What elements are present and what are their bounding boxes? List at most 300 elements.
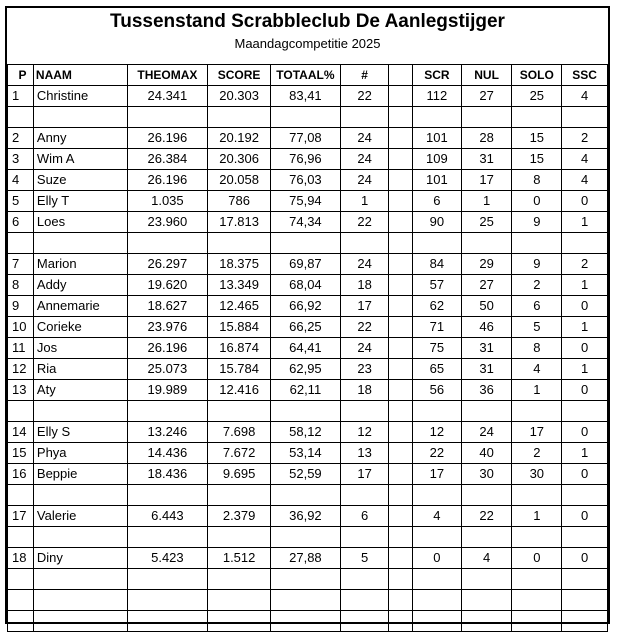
cell-ssc	[562, 611, 608, 632]
cell-name: Wim A	[33, 149, 127, 170]
cell-theomax	[127, 107, 208, 128]
cell-theomax	[127, 233, 208, 254]
cell-theomax: 18.627	[127, 296, 208, 317]
cell-nul: 17	[461, 170, 512, 191]
header-totaal-pct: TOTAAL%	[270, 65, 340, 86]
cell-ssc	[562, 527, 608, 548]
cell-spacer	[389, 506, 413, 527]
cell-theomax	[127, 485, 208, 506]
cell-nul: 29	[461, 254, 512, 275]
cell-ssc: 4	[562, 86, 608, 107]
cell-rank	[8, 527, 34, 548]
cell-ssc	[562, 569, 608, 590]
table-row	[8, 317, 608, 338]
cell-ssc: 4	[562, 149, 608, 170]
cell-games	[340, 527, 389, 548]
cell-score: 20.306	[208, 149, 271, 170]
cell-rank: 11	[8, 338, 34, 359]
cell-scr: 6	[413, 191, 462, 212]
cell-scr: 71	[413, 317, 462, 338]
cell-spacer	[389, 548, 413, 569]
cell-games: 24	[340, 149, 389, 170]
standings-sheet	[5, 6, 610, 624]
cell-nul: 25	[461, 212, 512, 233]
cell-solo: 25	[512, 86, 562, 107]
cell-solo	[512, 527, 562, 548]
table-header-row	[8, 65, 608, 86]
cell-scr	[413, 107, 462, 128]
cell-totaal-pct: 69,87	[270, 254, 340, 275]
cell-scr: 101	[413, 128, 462, 149]
cell-solo: 1	[512, 506, 562, 527]
cell-score: 20.303	[208, 86, 271, 107]
cell-theomax: 18.436	[127, 464, 208, 485]
cell-theomax	[127, 401, 208, 422]
cell-solo: 0	[512, 548, 562, 569]
header-spacer	[389, 65, 413, 86]
table-row	[8, 569, 608, 590]
cell-games	[340, 107, 389, 128]
table-row	[8, 359, 608, 380]
table-row	[8, 128, 608, 149]
cell-rank: 5	[8, 191, 34, 212]
cell-name: Jos	[33, 338, 127, 359]
cell-nul	[461, 611, 512, 632]
cell-ssc: 0	[562, 191, 608, 212]
cell-games: 24	[340, 170, 389, 191]
cell-nul: 24	[461, 422, 512, 443]
cell-score	[208, 485, 271, 506]
cell-rank: 18	[8, 548, 34, 569]
cell-theomax: 19.989	[127, 380, 208, 401]
cell-spacer	[389, 611, 413, 632]
cell-ssc	[562, 233, 608, 254]
cell-rank	[8, 590, 34, 611]
cell-score: 7.698	[208, 422, 271, 443]
cell-spacer	[389, 86, 413, 107]
cell-nul: 1	[461, 191, 512, 212]
table-row	[8, 149, 608, 170]
cell-totaal-pct	[270, 611, 340, 632]
cell-theomax	[127, 527, 208, 548]
cell-theomax: 14.436	[127, 443, 208, 464]
cell-totaal-pct	[270, 401, 340, 422]
cell-theomax: 24.341	[127, 86, 208, 107]
cell-spacer	[389, 527, 413, 548]
cell-rank	[8, 611, 34, 632]
cell-rank: 4	[8, 170, 34, 191]
cell-name: Loes	[33, 212, 127, 233]
cell-rank: 12	[8, 359, 34, 380]
header-rank: P	[8, 65, 34, 86]
cell-ssc: 0	[562, 548, 608, 569]
cell-totaal-pct: 68,04	[270, 275, 340, 296]
cell-totaal-pct: 27,88	[270, 548, 340, 569]
cell-theomax	[127, 611, 208, 632]
cell-totaal-pct: 83,41	[270, 86, 340, 107]
cell-theomax: 25.073	[127, 359, 208, 380]
cell-score: 786	[208, 191, 271, 212]
cell-spacer	[389, 317, 413, 338]
table-row	[8, 338, 608, 359]
cell-solo: 5	[512, 317, 562, 338]
cell-name	[33, 233, 127, 254]
table-row	[8, 380, 608, 401]
cell-spacer	[389, 254, 413, 275]
cell-spacer	[389, 569, 413, 590]
cell-solo: 9	[512, 254, 562, 275]
cell-score	[208, 611, 271, 632]
cell-solo: 1	[512, 380, 562, 401]
cell-rank	[8, 107, 34, 128]
cell-name	[33, 590, 127, 611]
cell-solo	[512, 590, 562, 611]
cell-solo: 15	[512, 149, 562, 170]
cell-scr: 57	[413, 275, 462, 296]
cell-scr: 22	[413, 443, 462, 464]
cell-rank: 17	[8, 506, 34, 527]
cell-solo: 6	[512, 296, 562, 317]
cell-ssc: 0	[562, 422, 608, 443]
cell-spacer	[389, 401, 413, 422]
cell-totaal-pct	[270, 107, 340, 128]
cell-totaal-pct	[270, 485, 340, 506]
table-row	[8, 233, 608, 254]
cell-totaal-pct: 64,41	[270, 338, 340, 359]
cell-rank	[8, 569, 34, 590]
cell-scr: 62	[413, 296, 462, 317]
cell-games	[340, 401, 389, 422]
cell-solo	[512, 485, 562, 506]
cell-games: 24	[340, 128, 389, 149]
cell-score	[208, 590, 271, 611]
cell-totaal-pct: 58,12	[270, 422, 340, 443]
cell-ssc: 1	[562, 443, 608, 464]
cell-games: 22	[340, 86, 389, 107]
cell-solo: 2	[512, 443, 562, 464]
cell-nul: 28	[461, 128, 512, 149]
cell-score: 12.465	[208, 296, 271, 317]
cell-rank: 6	[8, 212, 34, 233]
cell-rank: 7	[8, 254, 34, 275]
cell-totaal-pct: 77,08	[270, 128, 340, 149]
cell-rank: 8	[8, 275, 34, 296]
cell-ssc: 0	[562, 338, 608, 359]
cell-score	[208, 569, 271, 590]
cell-score	[208, 401, 271, 422]
cell-nul: 31	[461, 338, 512, 359]
cell-scr	[413, 401, 462, 422]
table-row	[8, 485, 608, 506]
cell-ssc: 2	[562, 128, 608, 149]
cell-spacer	[389, 359, 413, 380]
cell-solo	[512, 611, 562, 632]
cell-games: 17	[340, 296, 389, 317]
cell-games	[340, 611, 389, 632]
cell-score	[208, 527, 271, 548]
cell-name: Annemarie	[33, 296, 127, 317]
cell-name: Suze	[33, 170, 127, 191]
cell-spacer	[389, 380, 413, 401]
cell-rank: 2	[8, 128, 34, 149]
cell-spacer	[389, 443, 413, 464]
cell-scr: 84	[413, 254, 462, 275]
cell-theomax: 23.976	[127, 317, 208, 338]
cell-name	[33, 401, 127, 422]
cell-theomax: 1.035	[127, 191, 208, 212]
cell-spacer	[389, 191, 413, 212]
cell-totaal-pct: 66,25	[270, 317, 340, 338]
cell-score: 20.058	[208, 170, 271, 191]
cell-scr: 65	[413, 359, 462, 380]
cell-score: 12.416	[208, 380, 271, 401]
cell-scr	[413, 590, 462, 611]
cell-games: 5	[340, 548, 389, 569]
cell-scr: 0	[413, 548, 462, 569]
cell-ssc: 0	[562, 506, 608, 527]
cell-name: Aty	[33, 380, 127, 401]
cell-name	[33, 569, 127, 590]
cell-score: 13.349	[208, 275, 271, 296]
cell-nul: 22	[461, 506, 512, 527]
cell-rank: 9	[8, 296, 34, 317]
cell-spacer	[389, 485, 413, 506]
cell-scr	[413, 233, 462, 254]
cell-rank	[8, 233, 34, 254]
cell-games	[340, 569, 389, 590]
cell-score: 20.192	[208, 128, 271, 149]
page-title: Tussenstand Scrabbleclub De Aanlegstijger	[110, 11, 505, 32]
cell-ssc: 4	[562, 170, 608, 191]
table-row	[8, 212, 608, 233]
cell-score: 15.784	[208, 359, 271, 380]
header-nul: NUL	[461, 65, 512, 86]
table-row	[8, 422, 608, 443]
cell-score: 7.672	[208, 443, 271, 464]
header-scr: SCR	[413, 65, 462, 86]
cell-theomax: 5.423	[127, 548, 208, 569]
cell-games: 1	[340, 191, 389, 212]
header-games: #	[340, 65, 389, 86]
header-score: SCORE	[208, 65, 271, 86]
cell-games: 24	[340, 338, 389, 359]
cell-nul	[461, 569, 512, 590]
cell-theomax: 26.297	[127, 254, 208, 275]
cell-ssc	[562, 485, 608, 506]
cell-games	[340, 590, 389, 611]
cell-name: Addy	[33, 275, 127, 296]
cell-score: 15.884	[208, 317, 271, 338]
cell-theomax: 26.196	[127, 170, 208, 191]
cell-rank: 15	[8, 443, 34, 464]
cell-rank: 13	[8, 380, 34, 401]
cell-scr	[413, 527, 462, 548]
cell-ssc: 0	[562, 380, 608, 401]
cell-score: 17.813	[208, 212, 271, 233]
cell-name	[33, 485, 127, 506]
cell-nul: 50	[461, 296, 512, 317]
cell-totaal-pct: 62,95	[270, 359, 340, 380]
cell-spacer	[389, 212, 413, 233]
cell-scr: 75	[413, 338, 462, 359]
cell-nul: 27	[461, 86, 512, 107]
cell-name: Elly S	[33, 422, 127, 443]
cell-spacer	[389, 233, 413, 254]
cell-name: Ria	[33, 359, 127, 380]
table-row	[8, 191, 608, 212]
cell-games: 22	[340, 317, 389, 338]
cell-rank: 14	[8, 422, 34, 443]
cell-nul: 46	[461, 317, 512, 338]
cell-nul	[461, 590, 512, 611]
cell-rank: 3	[8, 149, 34, 170]
header-solo: SOLO	[512, 65, 562, 86]
table-row	[8, 443, 608, 464]
cell-solo: 17	[512, 422, 562, 443]
cell-ssc: 2	[562, 254, 608, 275]
cell-solo: 8	[512, 170, 562, 191]
cell-ssc: 0	[562, 296, 608, 317]
cell-nul	[461, 485, 512, 506]
cell-games: 13	[340, 443, 389, 464]
header-ssc: SSC	[562, 65, 608, 86]
cell-games: 17	[340, 464, 389, 485]
cell-scr: 90	[413, 212, 462, 233]
cell-score: 2.379	[208, 506, 271, 527]
cell-name: Valerie	[33, 506, 127, 527]
cell-totaal-pct: 74,34	[270, 212, 340, 233]
table-row	[8, 401, 608, 422]
cell-solo	[512, 569, 562, 590]
table-row	[8, 590, 608, 611]
cell-spacer	[389, 149, 413, 170]
table-row	[8, 107, 608, 128]
cell-name: Diny	[33, 548, 127, 569]
cell-score	[208, 233, 271, 254]
cell-rank	[8, 401, 34, 422]
cell-spacer	[389, 338, 413, 359]
cell-name: Corieke	[33, 317, 127, 338]
cell-solo	[512, 233, 562, 254]
cell-scr	[413, 611, 462, 632]
cell-games: 18	[340, 275, 389, 296]
cell-scr: 101	[413, 170, 462, 191]
cell-ssc: 1	[562, 317, 608, 338]
cell-name: Christine	[33, 86, 127, 107]
cell-totaal-pct: 52,59	[270, 464, 340, 485]
cell-spacer	[389, 170, 413, 191]
cell-solo: 15	[512, 128, 562, 149]
cell-spacer	[389, 422, 413, 443]
cell-nul	[461, 233, 512, 254]
cell-ssc: 1	[562, 212, 608, 233]
standings-table	[7, 64, 608, 632]
cell-totaal-pct: 36,92	[270, 506, 340, 527]
cell-rank: 1	[8, 86, 34, 107]
cell-spacer	[389, 275, 413, 296]
cell-theomax: 26.196	[127, 338, 208, 359]
cell-name	[33, 527, 127, 548]
cell-theomax	[127, 590, 208, 611]
table-row	[8, 254, 608, 275]
cell-scr: 12	[413, 422, 462, 443]
cell-theomax: 6.443	[127, 506, 208, 527]
cell-games: 18	[340, 380, 389, 401]
cell-scr: 56	[413, 380, 462, 401]
cell-score	[208, 107, 271, 128]
cell-solo: 2	[512, 275, 562, 296]
cell-nul: 36	[461, 380, 512, 401]
cell-theomax: 13.246	[127, 422, 208, 443]
cell-totaal-pct	[270, 233, 340, 254]
header-theomax: THEOMAX	[127, 65, 208, 86]
cell-totaal-pct: 66,92	[270, 296, 340, 317]
cell-spacer	[389, 464, 413, 485]
cell-totaal-pct: 75,94	[270, 191, 340, 212]
cell-games: 6	[340, 506, 389, 527]
cell-name: Marion	[33, 254, 127, 275]
cell-rank: 10	[8, 317, 34, 338]
cell-name: Phya	[33, 443, 127, 464]
cell-name: Elly T	[33, 191, 127, 212]
cell-solo: 30	[512, 464, 562, 485]
table-row	[8, 548, 608, 569]
cell-ssc	[562, 590, 608, 611]
cell-spacer	[389, 296, 413, 317]
table-row	[8, 506, 608, 527]
cell-games: 24	[340, 254, 389, 275]
cell-games	[340, 485, 389, 506]
cell-games: 22	[340, 212, 389, 233]
cell-score: 16.874	[208, 338, 271, 359]
cell-scr	[413, 569, 462, 590]
cell-rank: 16	[8, 464, 34, 485]
cell-ssc: 1	[562, 275, 608, 296]
cell-nul: 31	[461, 149, 512, 170]
cell-totaal-pct: 76,96	[270, 149, 340, 170]
cell-nul: 30	[461, 464, 512, 485]
cell-score: 1.512	[208, 548, 271, 569]
table-row	[8, 170, 608, 191]
cell-nul: 4	[461, 548, 512, 569]
cell-theomax: 19.620	[127, 275, 208, 296]
cell-nul	[461, 107, 512, 128]
cell-totaal-pct	[270, 527, 340, 548]
cell-nul	[461, 527, 512, 548]
cell-name	[33, 107, 127, 128]
cell-totaal-pct: 62,11	[270, 380, 340, 401]
cell-solo: 8	[512, 338, 562, 359]
header-name: NAAM	[33, 65, 127, 86]
cell-games: 23	[340, 359, 389, 380]
cell-rank	[8, 485, 34, 506]
cell-theomax: 26.196	[127, 128, 208, 149]
cell-solo: 0	[512, 191, 562, 212]
cell-scr: 17	[413, 464, 462, 485]
cell-ssc: 0	[562, 464, 608, 485]
cell-scr: 112	[413, 86, 462, 107]
cell-score: 9.695	[208, 464, 271, 485]
cell-totaal-pct	[270, 590, 340, 611]
cell-spacer	[389, 128, 413, 149]
cell-ssc	[562, 401, 608, 422]
cell-name	[33, 611, 127, 632]
cell-ssc: 1	[562, 359, 608, 380]
cell-theomax	[127, 569, 208, 590]
cell-scr: 109	[413, 149, 462, 170]
cell-name: Beppie	[33, 464, 127, 485]
cell-name: Anny	[33, 128, 127, 149]
